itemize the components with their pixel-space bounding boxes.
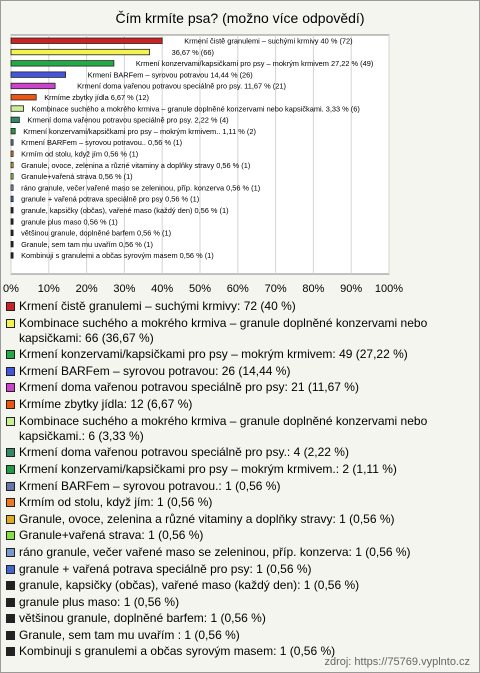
legend-item [6, 397, 476, 412]
legend-swatch [6, 631, 15, 640]
bar-chart [0, 0, 480, 300]
legend-label: Krmení čistě granulemi – suchými krmivy: 72 (40 %) [19, 299, 296, 313]
bar [11, 95, 36, 101]
legend-label: Granule, sem tam mu uvařím : 1 (0,56 %) [19, 627, 240, 642]
bar [11, 219, 13, 225]
bar-label: Krmení doma vařenou potravou speciálně pro psy. 11,67 % (21) [77, 81, 286, 91]
legend-label: Krmení BARFem – syrovou potravou: 26 (14,44 %) [19, 363, 291, 378]
legend-swatch [6, 482, 15, 491]
x-tick-label: 10% [37, 283, 60, 295]
legend-label: Krmení konzervami/kapsičkami pro psy – mokrým krmivem.: 2 (1,11 %) [19, 461, 397, 476]
legend-item [6, 545, 476, 560]
legend-item [6, 611, 476, 626]
legend-item [6, 628, 476, 643]
bar-label: Krmím od stolu, když jím 0,56 % (1) [21, 149, 139, 159]
bar-label: Kombinace suchého a mokrého krmiva – granule doplněné konzervami nebo kapsičkami. 3,33 % (6) [31, 104, 360, 114]
bar-label: Granule, sem tam mu uvařím 0,56 % (1) [21, 239, 153, 249]
bar [11, 185, 13, 191]
legend-label: Krmení doma vařenou potravou speciálně pro psy: 21 (11,67 %) [19, 380, 359, 395]
legend-swatch [6, 400, 15, 409]
bar [11, 140, 13, 146]
legend-item [6, 299, 476, 314]
legend-label: ráno granule, večer vařené maso se zeleninou, příp. konzerva: 1 (0,56 %) [19, 544, 411, 559]
bar [11, 230, 13, 236]
x-tick-label: 0% [3, 283, 19, 295]
legend-swatch [6, 531, 15, 540]
x-tick-label: 30% [113, 283, 136, 295]
legend-item [6, 380, 476, 395]
legend-item [6, 595, 476, 610]
bar [11, 61, 114, 67]
legend-label: granule, kapsičky (občas), vařené maso (každý den): 1 (0,56 %) [19, 578, 360, 593]
legend-item [6, 528, 476, 543]
bar [11, 174, 13, 180]
legend-item [6, 316, 476, 346]
legend-item [6, 445, 476, 460]
bar-label: granule plus maso 0,56 % (1) [21, 217, 118, 227]
legend-label: Kombinace suchého a mokrého krmiva – granule doplněné konzervami nebo kapsičkami.: 6 (3,33 %) [19, 413, 428, 443]
bar [11, 106, 24, 112]
legend-item [6, 495, 476, 510]
legend-label: granule plus maso: 1 (0,56 %) [19, 594, 180, 609]
legend-swatch [6, 350, 15, 359]
legend-item [6, 414, 476, 444]
legend-item [6, 578, 476, 593]
bar-label: Krmení čistě granulemi – suchými krmivy 40 % (72) [184, 36, 353, 46]
bar-label: ráno granule, večer vařené maso se zeleninou, příp. konzerva 0,56 % (1) [21, 183, 261, 193]
bar [11, 49, 150, 55]
legend-swatch [6, 448, 15, 457]
legend-label: většinou granule, doplněné barfem: 1 (0,56 %) [19, 611, 266, 626]
bar [11, 128, 15, 134]
bar [11, 208, 13, 214]
bar-label: Krmení BARFem – syrovou potravou.. 0,56 % (1) [21, 138, 183, 148]
chart-title: Čím krmíte psa? (možno více odpovědí) [115, 10, 365, 26]
bar-label: Kombinuji s granulemi a občas syrovým masem 0,56 % (1) [21, 251, 214, 261]
x-tick-label: 20% [75, 283, 98, 295]
legend-label: Kombinace suchého a mokrého krmiva – granule doplněné konzervami nebo kapsičkami: 66 (36,67 %) [19, 315, 428, 345]
bar [11, 196, 13, 202]
chart-legend [6, 299, 476, 661]
bar-label: granule, kapsičky (občas), vařené maso (každý den) 0,56 % (1) [21, 206, 229, 215]
legend-label: Krmení BARFem – syrovou potravou.: 1 (0,56 %) [19, 478, 281, 493]
bar-label: Krmení konzervami/kapsičkami pro psy – mokrým krmivem.. 1,11 % (2) [23, 126, 256, 136]
bar [11, 38, 162, 44]
legend-swatch [6, 581, 15, 590]
x-tick-label: 100% [374, 283, 404, 295]
x-tick-label: 80% [302, 283, 325, 295]
bar [11, 117, 19, 123]
legend-swatch [6, 367, 15, 376]
x-tick-label: 60% [226, 283, 249, 295]
bar [11, 72, 66, 78]
legend-label: Granule+vařená strava: 1 (0,56 %) [19, 528, 204, 543]
legend-swatch [6, 647, 15, 656]
bar [11, 162, 13, 168]
x-tick-label: 40% [151, 283, 174, 295]
legend-swatch [6, 548, 15, 557]
bar [11, 253, 13, 259]
bar-label: granule + vařená potrava speciálně pro psy 0,56 % (1) [21, 194, 200, 204]
bar-label: většinou granule, doplněné barfem 0,56 % (1) [21, 228, 172, 238]
legend-label: granule + vařená potrava speciálně pro psy: 1 (0,56 %) [19, 561, 312, 576]
bar-label: Granule+vařená strava 0,56 % (1) [21, 172, 133, 182]
legend-swatch [6, 383, 15, 392]
legend-swatch [6, 465, 15, 474]
source-credit: zdroj: https://75769.vyplnto.cz [324, 656, 470, 668]
legend-label: Krmím od stolu, když jím: 1 (0,56 %) [19, 495, 213, 510]
legend-label: Krmení konzervami/kapsičkami pro psy – mokrým krmivem: 49 (27,22 %) [19, 347, 408, 362]
legend-swatch [6, 302, 15, 311]
legend-item [6, 347, 476, 362]
legend-swatch [6, 565, 15, 574]
bar [11, 241, 13, 247]
legend-swatch [6, 417, 15, 426]
legend-label: Krmíme zbytky jídla: 12 (6,67 %) [19, 397, 193, 412]
bar-label: 36,67 % (66) [171, 47, 214, 57]
x-tick-label: 70% [264, 283, 287, 295]
bar-label: Granule, ovoce, zelenina a různé vitaminy a doplňky stravy 0,56 % (1) [21, 160, 251, 170]
bar-label: Krmení konzervami/kapsičkami pro psy – mokrým krmivem 27,22 % (49) [135, 59, 374, 69]
legend-swatch [6, 498, 15, 507]
bar-label: Krmení doma vařenou potravou speciálně pro psy. 2,22 % (4) [27, 115, 229, 125]
legend-item [6, 512, 476, 527]
legend-item [6, 462, 476, 477]
legend-label: Kombinuji s granulemi a občas syrovým masem: 1 (0,56 %) [19, 644, 336, 659]
legend-swatch [6, 614, 15, 623]
legend-item [6, 562, 476, 577]
legend-swatch [6, 515, 15, 524]
x-tick-label: 90% [340, 283, 363, 295]
bar-label: Krmíme zbytky jídla 6,67 % (12) [44, 93, 149, 102]
legend-label: Granule, ovoce, zelenina a různé vitaminy a doplňky stravy: 1 (0,56 %) [19, 511, 395, 526]
bar-label: Krmení BARFem – syrovou potravou 14,44 % (26) [87, 70, 253, 80]
legend-item [6, 364, 476, 379]
bar [11, 151, 13, 157]
legend-swatch [6, 319, 15, 328]
bar [11, 83, 55, 89]
legend-item [6, 479, 476, 494]
legend-label: Krmení doma vařenou potravou speciálně pro psy.: 4 (2,22 %) [19, 445, 349, 460]
x-tick-label: 50% [188, 283, 212, 295]
legend-swatch [6, 598, 15, 607]
